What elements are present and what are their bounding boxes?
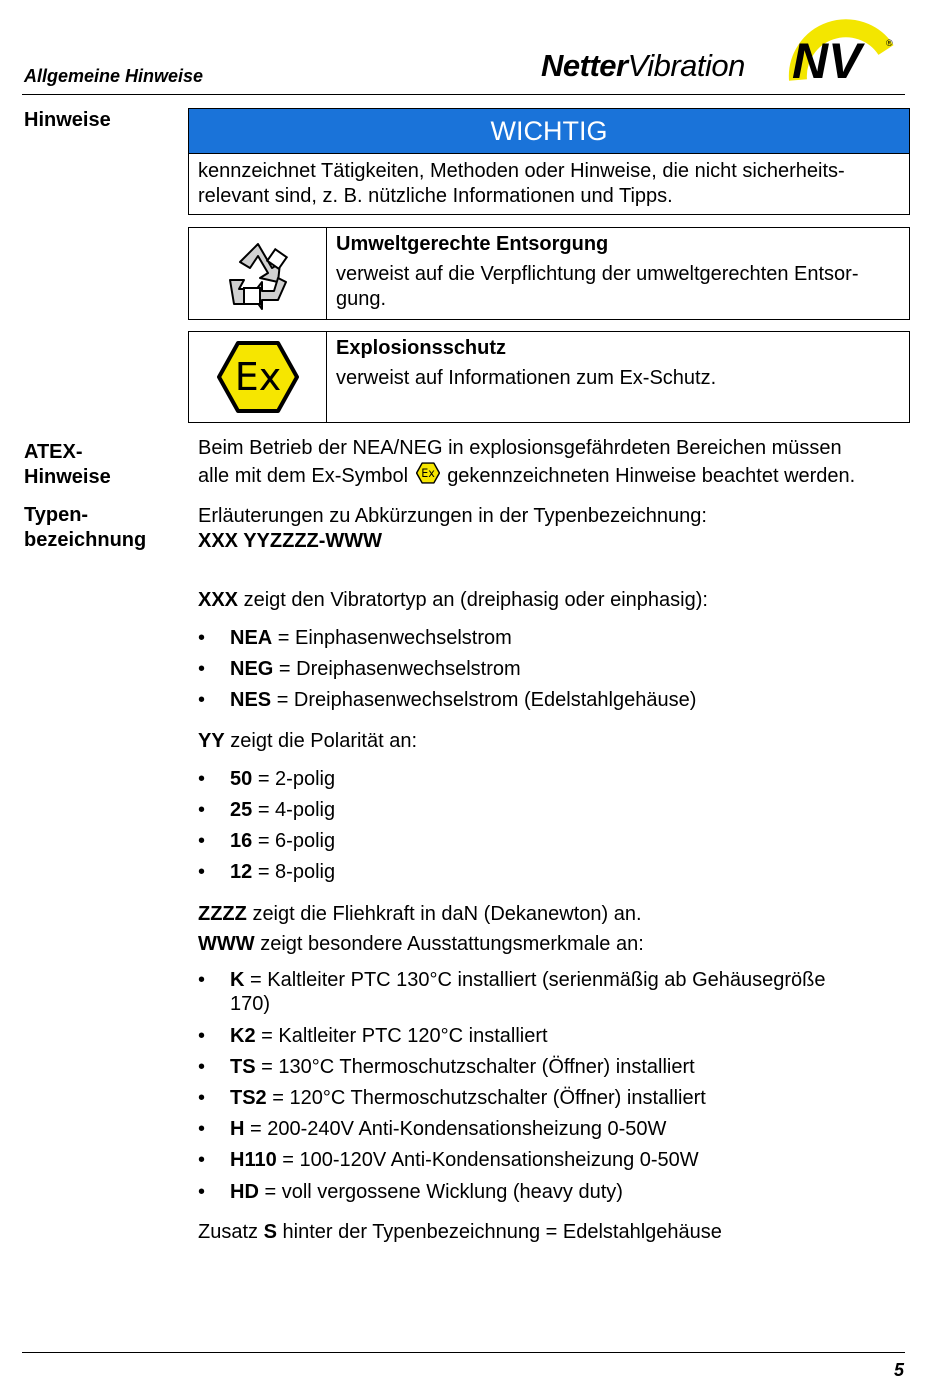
list-item: • K = Kaltleiter PTC 130°C installiert (serienmäßig ab Gehäusegröße 170)	[198, 969, 826, 1015]
zzzz-www-block	[198, 899, 908, 959]
item-code: 12	[230, 861, 253, 883]
item-text: = Einphasenwechselstrom	[277, 627, 512, 649]
list-item: • TS = 130°C Thermoschutzschalter (Öffner) installiert	[198, 1056, 695, 1078]
umwelt-line-1: verweist auf die Verpflichtung der umweltgerechten Entsor-	[336, 263, 859, 285]
wichtig-line-1: kennzeichnet Tätigkeiten, Methoden oder Hinweise, die nicht sicherheits-	[198, 160, 845, 182]
www-code: WWW	[198, 933, 255, 955]
item-text: = Dreiphasenwechselstrom	[278, 658, 521, 680]
side-label-atex	[24, 440, 111, 490]
list-item: • H110 = 100-120V Anti-Kondensationsheizung 0-50W	[198, 1149, 699, 1171]
item-text: = 120°C Thermoschutzschalter (Öffner) installiert	[272, 1087, 706, 1109]
list-item: • NES = Dreiphasenwechselstrom (Edelstahlgehäuse)	[198, 689, 697, 711]
brand-bold: Netter	[541, 48, 628, 83]
item-code: 50	[230, 768, 253, 790]
explosion-text: verweist auf Informationen zum Ex-Schutz.	[336, 367, 717, 389]
item-code: TS2	[230, 1087, 267, 1109]
atex-line-2b: gekennzeichneten Hinweise beachtet werden.	[447, 465, 856, 487]
www-text: zeigt besondere Ausstattungsmerkmale an:	[260, 933, 644, 955]
page-number: 5	[893, 1360, 904, 1380]
typen-intro-block	[198, 503, 908, 552]
zusatz-prefix: Zusatz	[198, 1221, 259, 1243]
side-label-atex-line1: ATEX-	[24, 441, 83, 463]
explosion-icon-cell	[189, 332, 327, 422]
list-item: • NEG = Dreiphasenwechselstrom	[198, 658, 521, 680]
ex-symbol-icon	[217, 340, 299, 414]
item-text: = Dreiphasenwechselstrom (Edelstahlgehäuse)	[276, 689, 697, 711]
item-text: = 8-polig	[257, 861, 336, 883]
zusatz-code: S	[263, 1221, 277, 1243]
side-label-typen-line1: Typen-	[24, 504, 89, 526]
atex-line-2	[198, 462, 908, 490]
www-line	[198, 929, 908, 959]
side-label-typenbezeichnung	[24, 503, 146, 553]
umwelt-icon-cell	[189, 228, 327, 319]
zusatz-text: hinter der Typenbezeichnung = Edelstahlgehäuse	[282, 1221, 722, 1243]
logo-letters: NV	[792, 33, 862, 86]
item-text: = voll vergossene Wicklung (heavy duty)	[264, 1181, 623, 1203]
yy-text: zeigt die Polarität an:	[230, 730, 418, 752]
umwelt-line-2: gung.	[336, 288, 387, 310]
side-label-hinweise: Hinweise	[24, 109, 111, 131]
atex-line-1: Beim Betrieb der NEA/NEG in explosionsgefährdeten Bereichen müssen	[198, 437, 842, 459]
atex-line-2a: alle mit dem Ex-Symbol	[198, 465, 409, 487]
yy-heading	[198, 728, 908, 755]
explosion-title: Explosionsschutz	[336, 337, 507, 359]
atex-paragraph	[198, 435, 908, 490]
umwelt-text-cell	[327, 228, 909, 319]
item-code: H	[230, 1118, 245, 1140]
ex-symbol-text: Ex	[234, 355, 281, 399]
side-label-typen-line2: bezeichnung	[24, 529, 147, 551]
explosion-text-cell	[327, 332, 909, 422]
list-item: • TS2 = 120°C Thermoschutzschalter (Öffner) installiert	[198, 1087, 706, 1109]
list-item: • 16 = 6-polig	[198, 830, 336, 852]
page-section-title: Allgemeine Hinweise	[24, 66, 204, 86]
recycle-icon	[222, 238, 294, 310]
item-code: 16	[230, 830, 253, 852]
registered-mark: ®	[886, 38, 893, 48]
zzzz-code: ZZZZ	[198, 903, 247, 925]
item-code: NEA	[230, 627, 273, 649]
item-code: NEG	[230, 658, 274, 680]
item-text: = 130°C Thermoschutzschalter (Öffner) installiert	[261, 1056, 695, 1078]
umwelt-title: Umweltgerechte Entsorgung	[336, 233, 609, 255]
footer-rule	[22, 1352, 905, 1353]
zzzz-line	[198, 899, 908, 929]
item-code: H110	[230, 1149, 277, 1171]
header-rule	[22, 94, 905, 95]
item-text: = 2-polig	[257, 768, 336, 790]
brand-wordmark	[541, 48, 745, 84]
wichtig-notice-box	[188, 108, 910, 215]
brand-light: Vibration	[627, 48, 745, 83]
side-label-atex-line2: Hinweise	[24, 466, 111, 488]
umwelt-notice-box	[188, 227, 910, 320]
item-text: = 4-polig	[257, 799, 336, 821]
item-code: HD	[230, 1181, 259, 1203]
typen-intro: Erläuterungen zu Abkürzungen in der Typenbezeichnung:	[198, 505, 707, 527]
item-text: = 100-120V Anti-Kondensationsheizung 0-50W	[282, 1149, 699, 1171]
wichtig-line-2: relevant sind, z. B. nützliche Informationen und Tipps.	[198, 185, 673, 207]
item-code: K2	[230, 1025, 256, 1047]
explosion-notice-box	[188, 331, 910, 423]
item-text: = 200-240V Anti-Kondensationsheizung 0-50W	[250, 1118, 667, 1140]
item-text: = 6-polig	[257, 830, 336, 852]
ex-inline-icon	[416, 462, 440, 484]
wichtig-text	[189, 154, 909, 214]
item-text: = Kaltleiter PTC 130°C installiert (serienmäßig ab Gehäusegröße	[250, 969, 826, 991]
item-code: K	[230, 969, 245, 991]
list-item: • 12 = 8-polig	[198, 861, 336, 883]
list-item: • K2 = Kaltleiter PTC 120°C installiert	[198, 1025, 548, 1047]
item-text-cont: 170)	[230, 993, 271, 1015]
ex-inline-text: Ex	[420, 466, 435, 480]
xxx-code: XXX	[198, 589, 239, 611]
list-item: • NEA = Einphasenwechselstrom	[198, 627, 512, 649]
xxx-text: zeigt den Vibratortyp an (dreiphasig oder einphasig):	[243, 589, 708, 611]
list-item: • 25 = 4-polig	[198, 799, 336, 821]
item-code: TS	[230, 1056, 256, 1078]
nv-logo	[786, 8, 898, 86]
zusatz-line	[198, 1219, 908, 1246]
item-text: = Kaltleiter PTC 120°C installiert	[261, 1025, 548, 1047]
wichtig-title: WICHTIG	[189, 109, 909, 154]
list-item: • 50 = 2-polig	[198, 768, 336, 790]
typen-pattern: XXX YYZZZZ-WWW	[198, 530, 383, 552]
item-code: NES	[230, 689, 272, 711]
list-item: • HD = voll vergossene Wicklung (heavy duty)	[198, 1181, 623, 1203]
item-code: 25	[230, 799, 253, 821]
list-item: • H = 200-240V Anti-Kondensationsheizung 0-50W	[198, 1118, 667, 1140]
zzzz-text: zeigt die Fliehkraft in daN (Dekanewton) an.	[252, 903, 642, 925]
xxx-heading	[198, 587, 908, 614]
yy-code: YY	[198, 730, 225, 752]
